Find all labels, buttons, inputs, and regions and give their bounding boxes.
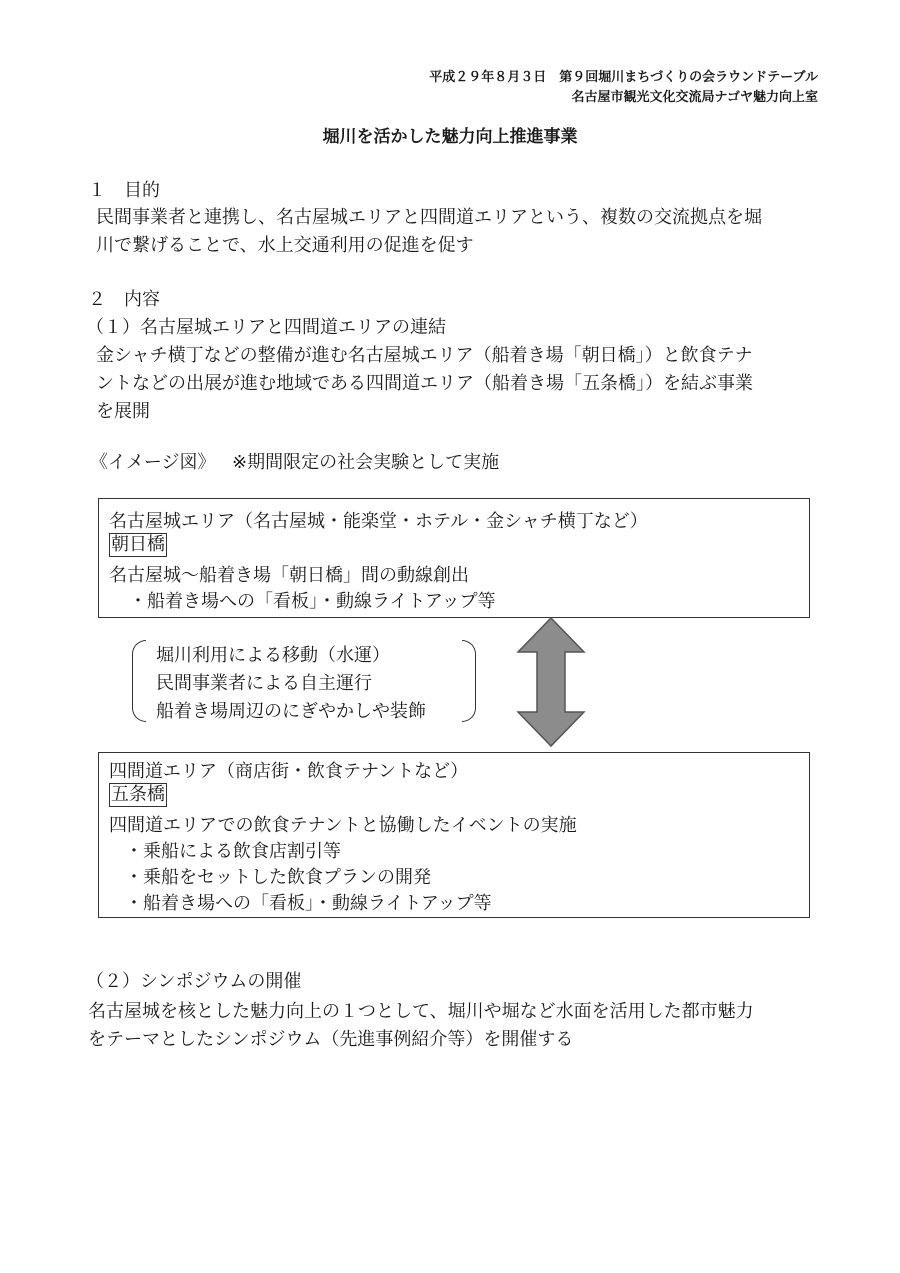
box-bottom-title: 四間道エリア（商店街・飲食テナントなど） [109, 761, 469, 782]
sub1-line: 金シャチ横丁などの整備が進む名古屋城エリア（船着き場「朝日橋」）と飲食テナ [96, 345, 753, 366]
image-label: 《イメージ図》 [90, 452, 216, 473]
asahi-bridge-tag: 朝日橋 [111, 534, 165, 555]
box-bottom-desc: 四間道エリアでの飲食テナントと協働したイベントの実施 [109, 815, 577, 836]
middle-text [156, 642, 426, 726]
middle-line: 船着き場周辺のにぎやかしや装飾 [156, 701, 426, 722]
header-department: 名古屋市観光文化交流局ナゴヤ魅力向上室 [571, 90, 818, 105]
middle-line: 民間事業者による自主運行 [156, 673, 372, 694]
sub2-heading: （２）シンポジウムの開催 [86, 971, 302, 992]
box-bottom-bullet: ・乗船をセットした飲食プランの開発 [125, 867, 431, 888]
sub1-line: ントなどの出展が進む地域である四間道エリア（船着き場「五条橋」）を結ぶ事業 [96, 373, 753, 394]
box-top-bullet: ・船着き場への「看板」・動線ライトアップ等 [129, 591, 496, 612]
image-note: ※期間限定の社会実験として実施 [232, 452, 500, 473]
middle-line: 堀川利用による移動（水運） [156, 645, 390, 666]
section1-line: 民間事業者と連携し、名古屋城エリアと四間道エリアという、複数の交流拠点を堀 [96, 207, 762, 228]
box-bottom-bullet: ・船着き場への「看板」・動線ライトアップ等 [125, 893, 492, 914]
sub1-body [96, 342, 753, 426]
box-top-desc: 名古屋城～船着き場「朝日橋」間の動線創出 [109, 565, 469, 586]
section1-body [96, 204, 762, 260]
sub2-line: をテーマとしたシンポジウム（先進事例紹介等）を開催する [88, 1029, 574, 1050]
double-arrow-icon [516, 616, 586, 748]
gojo-bridge-tag: 五条橋 [111, 784, 165, 805]
sub2-line: 名古屋城を核とした魅力向上の１つとして、堀川や堀など水面を活用した都市魅力 [88, 1001, 754, 1022]
document-title: 堀川を活かした魅力向上推進事業 [322, 127, 578, 147]
section2-heading: ２ 内容 [88, 289, 160, 310]
section1-heading: １ 目的 [88, 180, 160, 201]
nagoya-castle-area-box [98, 498, 810, 618]
box-top-title: 名古屋城エリア（名古屋城・能楽堂・ホテル・金シャチ横丁など） [109, 511, 648, 532]
section1-line: 川で繋げることで、水上交通利用の促進を促す [96, 235, 474, 256]
left-bracket [132, 640, 146, 722]
shikemichi-area-box [98, 752, 810, 918]
box-bottom-bullet: ・乗船による飲食店割引等 [125, 841, 341, 862]
sub2-body [88, 998, 754, 1054]
sub1-heading: （１）名古屋城エリアと四間道エリアの連結 [86, 317, 446, 338]
header-meeting-info: 平成２９年８月３日 第９回堀川まちづくりの会ラウンドテーブル [429, 70, 818, 85]
sub1-line: を展開 [96, 401, 150, 422]
right-bracket [462, 640, 476, 722]
